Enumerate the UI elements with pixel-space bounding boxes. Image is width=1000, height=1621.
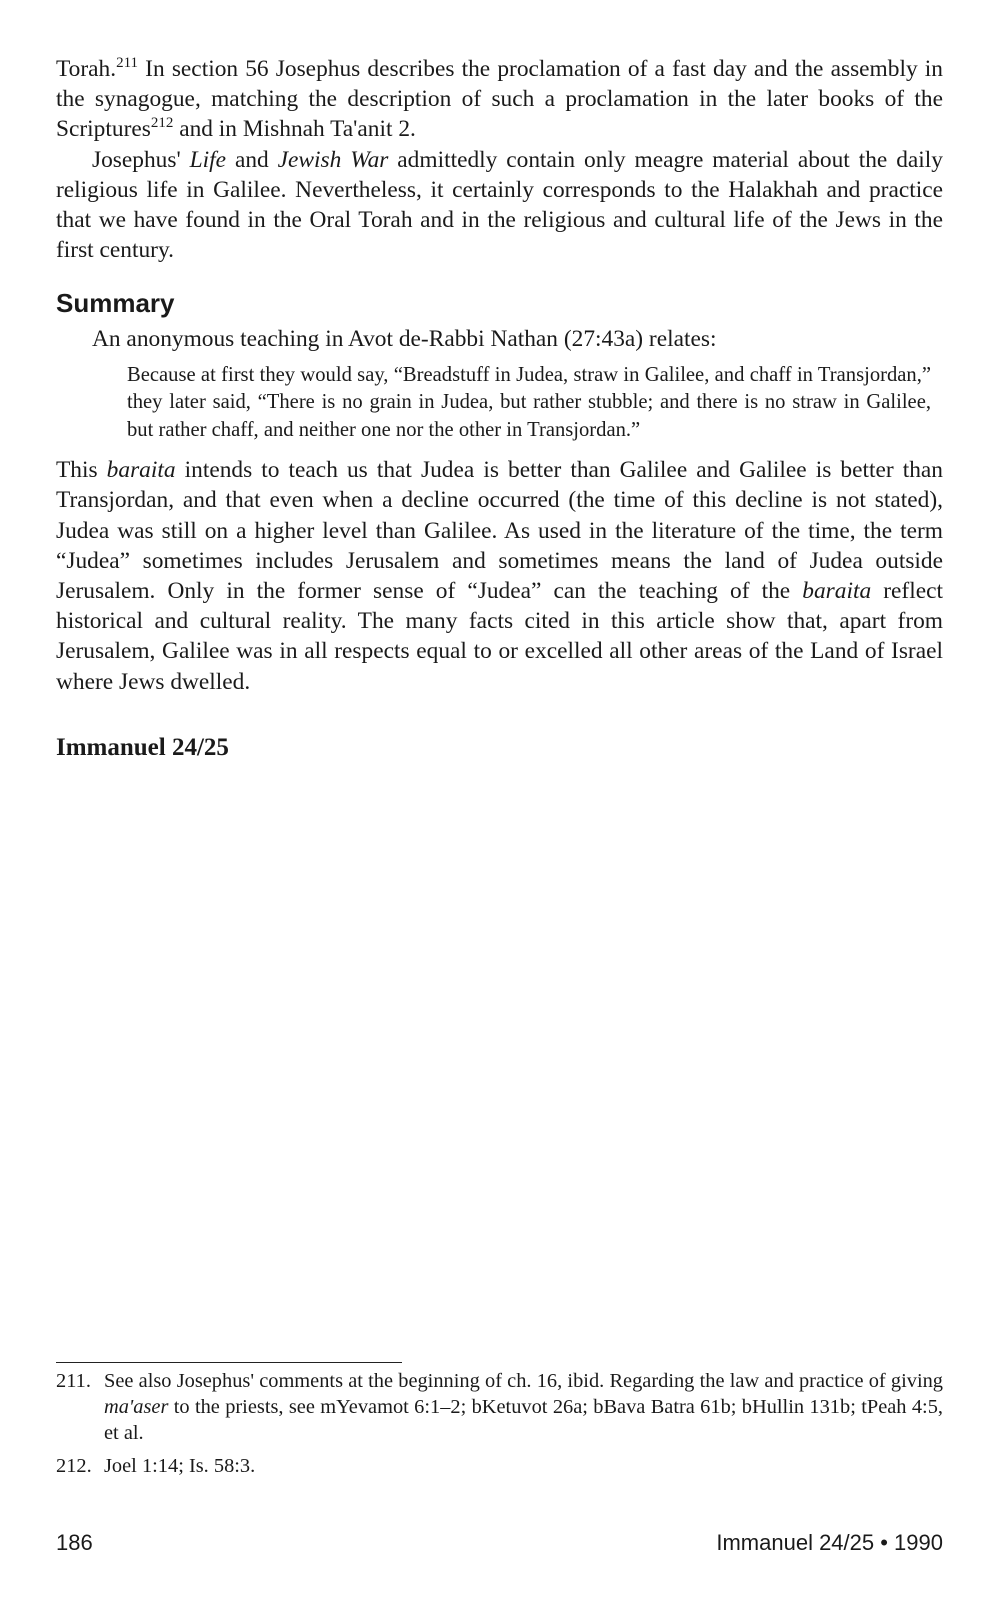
italic-term: baraita: [106, 457, 176, 484]
paragraph-1: [56, 54, 943, 145]
footnote-number: 212.: [56, 1455, 92, 1477]
page-number: 186: [56, 1530, 93, 1555]
paragraph-2: [56, 145, 943, 266]
footnote-212: [56, 1453, 943, 1479]
text-run: intends to teach us that Judea is better than Galilee and Galilee is better than Transjordan, and that even when a decline occurred (the time of this decline is not stated), Judea was still on a higher level than Galilee. As used in the literature of the time, the term “Judea” sometimes includes Jerusalem and sometimes means the land of Judea outside Jerusalem. Only in the former sense of “Judea” can the teaching of the: [56, 457, 943, 604]
italic-title: Life: [189, 146, 227, 173]
text-run: Joel 1:14; Is. 58:3.: [104, 1455, 256, 1477]
italic-term: baraita: [802, 577, 872, 604]
footnote-ref-212[interactable]: 212: [150, 115, 174, 132]
footnote-ref-211[interactable]: 211: [116, 55, 139, 72]
footnote-number: 211.: [56, 1370, 91, 1392]
text-run: and: [226, 146, 278, 173]
section-heading: Summary: [56, 288, 175, 319]
running-footer: Immanuel 24/25 • 1990: [716, 1530, 943, 1555]
text-run: to the priests, see mYevamot 6:1–2; bKetuvot 26a; bBava Batra 61b; bHullin 131b; tPeah 4:5, et al.: [104, 1396, 943, 1444]
block-quote: Because at first they would say, “Breadstuff in Judea, straw in Galilee, and chaff in Transjordan,” they later said, “There is no grain in Judea, but rather stubble; and there is no straw in Galilee, but rather chaff, and neither one nor the other in Transjordan.”: [127, 363, 931, 441]
footnotes: [56, 1368, 943, 1486]
italic-term: ma'aser: [104, 1396, 169, 1418]
footnote-divider: [56, 1362, 402, 1363]
footnote-211: [56, 1368, 943, 1446]
text-run: Torah.: [56, 56, 117, 82]
text-run: This: [56, 457, 107, 484]
text-run: reflect historical and cultural reality. The many facts cited in this article show that, apart from Jerusalem, Galilee was in all respects equal to or excelled all other areas of the Land of Israel where Jews dwelled.: [56, 577, 943, 695]
text-run: Josephus': [92, 146, 190, 173]
italic-title: Jewish War: [277, 146, 389, 173]
body-text: [56, 54, 943, 788]
text-run: and in Mishnah Ta'anit 2.: [173, 116, 416, 143]
text-run: admittedly contain only meagre material about the daily religious life in Galilee. Nevertheless, it certainly corresponds to the Halakhah and practice that we have found in the Oral Torah and in the religious and cultural life of the Jews in the first century.: [56, 146, 944, 264]
text-run: In section 56 Josephus describes the proclamation of a fast day and the assembly in the synagogue, matching the description of such a proclamation in the later books of the Scriptures: [56, 56, 943, 143]
quote-intro: An anonymous teaching in Avot de-Rabbi Nathan (27:43a) relates:: [92, 326, 717, 353]
paragraph-3: [56, 455, 943, 697]
text-run: See also Josephus' comments at the beginning of ch. 16, ibid. Regarding the law and practice of giving: [104, 1370, 943, 1392]
source-citation: Immanuel 24/25: [56, 733, 229, 761]
